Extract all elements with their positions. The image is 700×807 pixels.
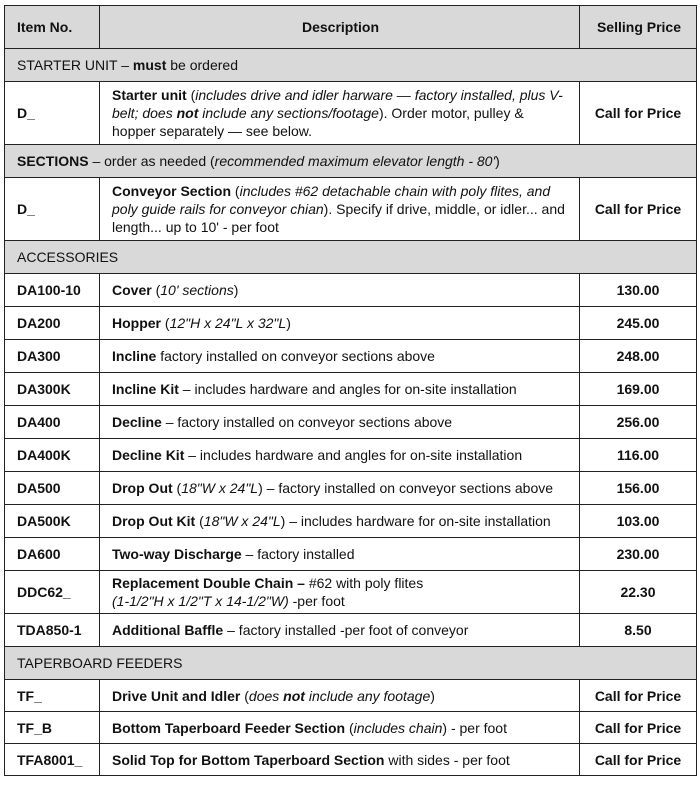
item-code: DA300	[5, 340, 100, 373]
item-description: Incline factory installed on conveyor sections above	[100, 340, 580, 373]
item-price: 169.00	[580, 373, 697, 406]
table-row	[5, 712, 697, 744]
item-description: Additional Baffle – factory installed -per foot of conveyor	[100, 614, 580, 647]
item-description: Decline Kit – includes hardware and angles for on-site installation	[100, 439, 580, 472]
item-code: DA400K	[5, 439, 100, 472]
taperboard-section-row	[5, 647, 697, 680]
item-code: TFA8001_	[5, 744, 100, 776]
item-description: Decline – factory installed on conveyor sections above	[100, 406, 580, 439]
item-description: Drop Out Kit (18"W x 24"L) – includes hardware for on-site installation	[100, 505, 580, 538]
table-row	[5, 680, 697, 712]
item-price: 230.00	[580, 538, 697, 571]
item-price: 256.00	[580, 406, 697, 439]
table-row	[5, 439, 697, 472]
selling-price-header: Selling Price	[580, 6, 697, 49]
item-price: Call for Price	[580, 82, 697, 145]
table-row	[5, 614, 697, 647]
item-price: 156.00	[580, 472, 697, 505]
table-row	[5, 82, 697, 145]
item-code: DA300K	[5, 373, 100, 406]
sections-section-header: SECTIONS – order as needed (recommended maximum elevator length - 80')	[5, 145, 697, 178]
item-code: DA400	[5, 406, 100, 439]
item-code: DA500K	[5, 505, 100, 538]
item-price: 103.00	[580, 505, 697, 538]
item-code: DA500	[5, 472, 100, 505]
item-price: 22.30	[580, 571, 697, 614]
table-row	[5, 307, 697, 340]
table-row	[5, 373, 697, 406]
sections-section-row	[5, 145, 697, 178]
item-description: Cover (10' sections)	[100, 274, 580, 307]
item-description: Replacement Double Chain – #62 with poly flites (1-1/2"H x 1/2"T x 14-1/2"W) -per foot	[100, 571, 580, 614]
table-row	[5, 340, 697, 373]
item-code: DA600	[5, 538, 100, 571]
item-description: Hopper (12"H x 24"L x 32"L)	[100, 307, 580, 340]
item-description: Incline Kit – includes hardware and angles for on-site installation	[100, 373, 580, 406]
item-code: DDC62_	[5, 571, 100, 614]
item-price: 8.50	[580, 614, 697, 647]
item-description: Drop Out (18"W x 24"L) – factory installed on conveyor sections above	[100, 472, 580, 505]
item-price: Call for Price	[580, 744, 697, 776]
item-description: Conveyor Section (includes #62 detachable chain with poly flites, and poly guide rails for conveyor chian). Specify if drive, middle, or idler... and length... up to 10' - per foot	[100, 178, 580, 241]
item-price: 245.00	[580, 307, 697, 340]
item-description: Solid Top for Bottom Taperboard Section with sides - per foot	[100, 744, 580, 776]
item-price: 248.00	[580, 340, 697, 373]
item-code: TF_B	[5, 712, 100, 744]
table-row	[5, 274, 697, 307]
table-row	[5, 178, 697, 241]
table-row	[5, 571, 697, 614]
taperboard-section-header: TAPERBOARD FEEDERS	[5, 647, 697, 680]
description-header: Description	[100, 6, 580, 49]
item-price: Call for Price	[580, 712, 697, 744]
table-row	[5, 505, 697, 538]
starter-section-header: STARTER UNIT – must be ordered	[5, 49, 697, 82]
table-row	[5, 472, 697, 505]
item-price: Call for Price	[580, 680, 697, 712]
item-price: Call for Price	[580, 178, 697, 241]
item-code: DA200	[5, 307, 100, 340]
header-row	[5, 6, 697, 49]
item-price: 116.00	[580, 439, 697, 472]
item-description: Bottom Taperboard Feeder Section (includes chain) - per foot	[100, 712, 580, 744]
item-code: D_	[5, 82, 100, 145]
item-code: D_	[5, 178, 100, 241]
accessories-section-row	[5, 241, 697, 274]
item-no-header: Item No.	[5, 6, 100, 49]
table-row	[5, 744, 697, 776]
price-table	[4, 5, 697, 776]
item-description: Starter unit (includes drive and idler harware — factory installed, plus V-belt; does not include any sections/footage). Order motor, pulley & hopper separately — see below.	[100, 82, 580, 145]
item-price: 130.00	[580, 274, 697, 307]
item-code: TF_	[5, 680, 100, 712]
item-description: Two-way Discharge – factory installed	[100, 538, 580, 571]
table-row	[5, 406, 697, 439]
starter-section-row	[5, 49, 697, 82]
accessories-section-header: ACCESSORIES	[5, 241, 697, 274]
item-description: Drive Unit and Idler (does not include any footage)	[100, 680, 580, 712]
item-code: DA100-10	[5, 274, 100, 307]
table-row	[5, 538, 697, 571]
item-code: TDA850-1	[5, 614, 100, 647]
